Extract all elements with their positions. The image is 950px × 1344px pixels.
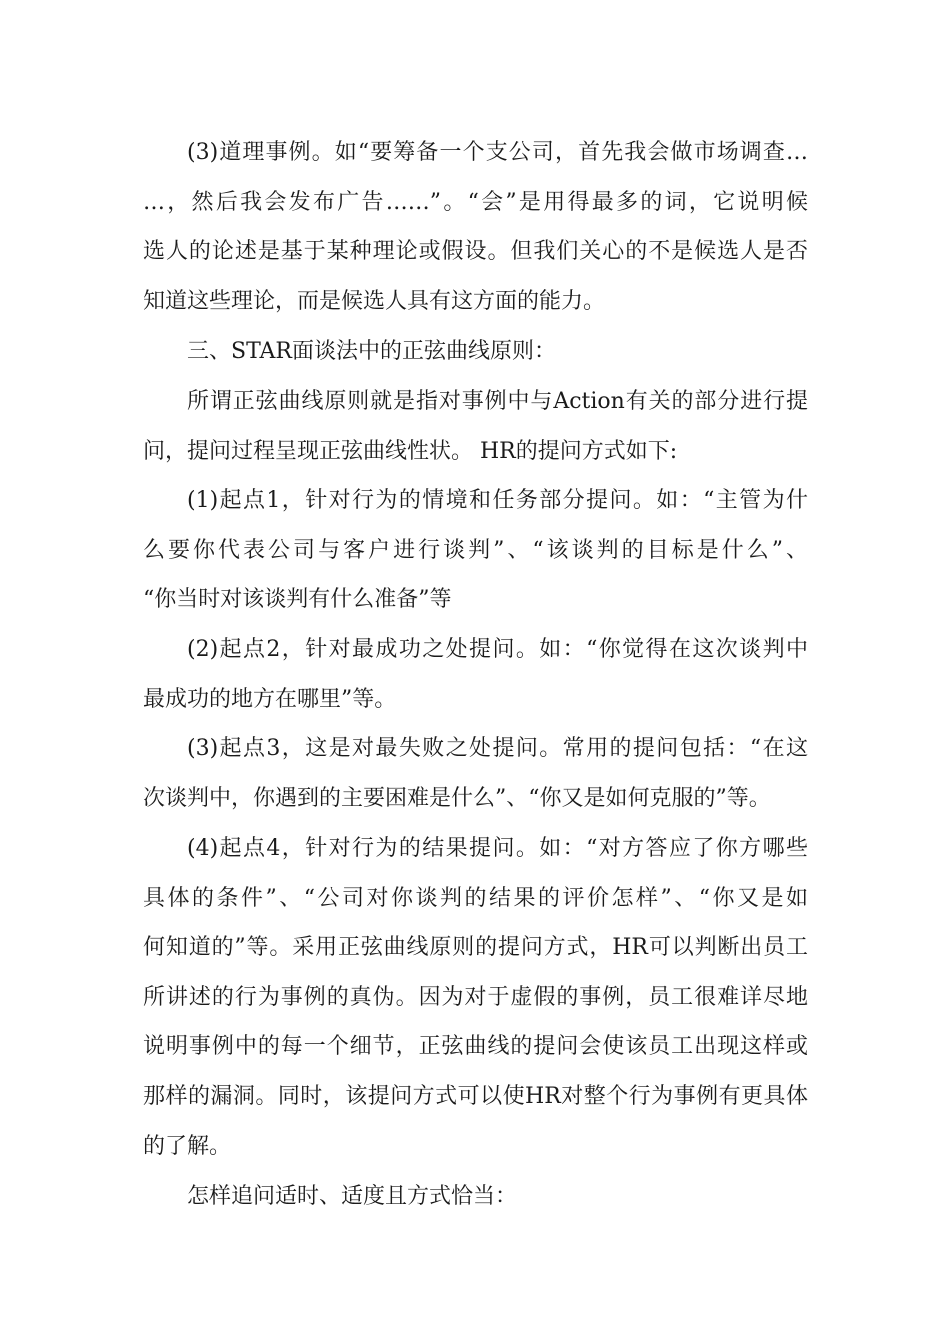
paragraph-sine-principle bbox=[143, 377, 808, 476]
text-line: 那样的漏洞。同时，该提问方式可以使HR对整个行为事例有更具体 bbox=[143, 1083, 808, 1109]
text-line: 的了解。 bbox=[143, 1133, 232, 1159]
text-line: (2)起点2，针对最成功之处提问。如：“你觉得在这次谈判中 bbox=[187, 637, 808, 662]
text-line: 问，提问过程呈现正弦曲线性状。 HR的提问方式如下: bbox=[143, 438, 678, 464]
paragraph-follow-up-heading bbox=[143, 1172, 808, 1222]
text-line: 知道这些理论，而是候选人具有这方面的能力。 bbox=[143, 288, 606, 314]
text-line: 说明事例中的每一个细节，正弦曲线的提问会使该员工出现这样或 bbox=[143, 1034, 808, 1060]
text-line: 最成功的地方在哪里”等。 bbox=[143, 686, 397, 712]
text-line: “你当时对该谈判有什么准备”等 bbox=[143, 587, 452, 613]
text-line: (1)起点1，针对行为的情境和任务部分提问。如：“主管为什 bbox=[187, 488, 808, 513]
section-heading bbox=[143, 327, 808, 377]
text-line: 选人的论述是基于某种理论或假设。但我们关心的不是候选人是否 bbox=[143, 239, 808, 265]
text-line: (4)起点4，针对行为的结果提问。如：“对方答应了你方哪些 bbox=[187, 836, 808, 861]
text-line: (3)道理事例。如“要筹备一个支公司，首先我会做市场调查… bbox=[187, 140, 808, 165]
text-line: 何知道的”等。采用正弦曲线原则的提问方式，HR可以判断出员工 bbox=[143, 935, 808, 961]
paragraph-point-3 bbox=[143, 724, 808, 823]
paragraph-theory-example bbox=[143, 128, 808, 326]
text-line: 么要你代表公司与客户进行谈判”、“该谈判的目标是什么”、 bbox=[143, 537, 808, 563]
text-line: 所讲述的行为事例的真伪。因为对于虚假的事例，员工很难详尽地 bbox=[143, 984, 808, 1010]
paragraph-point-2 bbox=[143, 625, 808, 724]
text-line: 三、STAR面谈法中的正弦曲线原则： bbox=[187, 339, 556, 364]
paragraph-point-1 bbox=[143, 476, 808, 625]
text-line: (3)起点3，这是对最失败之处提问。常用的提问包括：“在这 bbox=[187, 736, 808, 761]
text-line: 怎样追问适时、适度且方式恰当： bbox=[187, 1184, 518, 1209]
text-line: 次谈判中，你遇到的主要困难是什么”、“你又是如何克服的”等。 bbox=[143, 785, 771, 811]
text-line: 所谓正弦曲线原则就是指对事例中与Action有关的部分进行提 bbox=[187, 389, 808, 414]
paragraph-point-4 bbox=[143, 824, 808, 1171]
text-line: 具体的条件”、“公司对你谈判的结果的评价怎样”、“你又是如 bbox=[143, 885, 808, 911]
text-line: …，然后我会发布广告……”。“会”是用得最多的词，它说明候 bbox=[143, 189, 808, 215]
